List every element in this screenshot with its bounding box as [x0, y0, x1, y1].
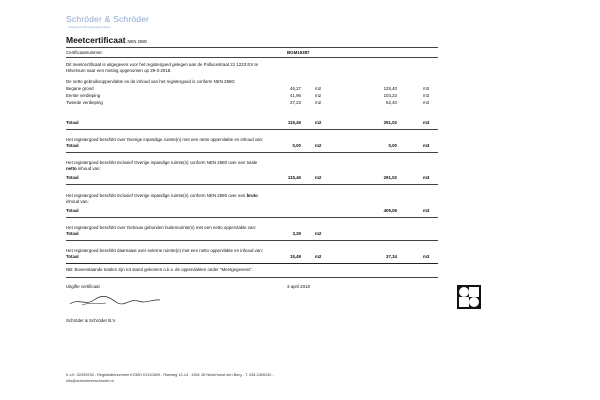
section-text: Het registergoed beschikt over Gebouw gebonden buitenruimte(n) met een netto oppervlakte van: — [66, 225, 257, 230]
company-logo: Schröder & Schröder — [66, 14, 150, 24]
total-area-unit: m2 — [315, 254, 322, 259]
floor-name: Tweede verdieping — [66, 100, 103, 105]
floor-area-unit: m2 — [315, 93, 322, 98]
intro-line-3: De netto gebruiksoppervlakte en de inhoud van het registergoed is conform NEN 2580: — [66, 79, 236, 84]
floor-volume-unit: m3 — [423, 93, 430, 98]
intro-line-2: Hilversum naar een meting opgenomen op 29-3-2018. — [66, 68, 172, 73]
title-standard: NEN 2580 — [127, 39, 147, 44]
total-area: 15,49 — [290, 254, 301, 259]
floor-volume: 125,40 — [383, 86, 397, 91]
divider — [66, 240, 438, 241]
komo-o2 — [469, 297, 479, 307]
page-title — [66, 35, 147, 45]
komo-k — [459, 287, 469, 297]
total-area-unit: m2 — [315, 175, 322, 180]
komo-label: KOMO — [459, 311, 470, 315]
emphasis: netto — [66, 166, 77, 171]
total-area: 115,46 — [287, 175, 301, 180]
intro-line-1: Dit meetcertificaat is uitgegeven voor het registergoed gelegen aan de Pollucestraat 21 1223 EX te — [66, 62, 259, 67]
divider-thick — [66, 263, 438, 264]
komo-logo — [457, 285, 481, 309]
total-volume: 37,34 — [386, 254, 397, 259]
total-area: 115,46 — [287, 120, 301, 125]
divider — [66, 184, 438, 185]
total-area-unit: m2 — [315, 120, 322, 125]
floor-area-unit: m2 — [315, 86, 322, 91]
total-area-unit: m2 — [315, 143, 322, 148]
floor-volume-unit: m3 — [423, 86, 430, 91]
total-area: 3,29 — [292, 231, 301, 236]
title-text: Meetcertificaat — [66, 35, 126, 45]
section-text-pre: Het registergoed beschikt inclusief Overige inpandige ruimte(n) conform NEN 2580 over een — [66, 193, 247, 198]
floor-area: 46,27 — [290, 86, 301, 91]
floor-volume-unit: m3 — [423, 100, 430, 105]
section-text: Het registergoed beschikt daarnaast over externe ruimte(n) met een netto oppervlakte en inhoud van: — [66, 248, 263, 253]
floor-area: 41,96 — [290, 93, 301, 98]
issue-date: 3 april 2018 — [287, 284, 310, 289]
divider — [66, 152, 438, 153]
total-label: Totaal — [66, 254, 79, 259]
total-label: Totaal — [66, 120, 79, 125]
total-volume-unit: m3 — [423, 175, 430, 180]
komo-o — [469, 287, 479, 297]
total-label: Totaal — [66, 208, 79, 213]
divider — [66, 57, 438, 58]
total-volume-unit: m3 — [423, 143, 430, 148]
floor-area: 27,23 — [290, 100, 301, 105]
section-text-2: inhoud van: — [66, 199, 89, 204]
divider — [66, 129, 438, 130]
note: NB: Bovenstaande totalen zijn tot stand gekomen o.b.v. de oppervlakten onder "Meetgegevens". — [66, 267, 254, 272]
komo-m — [459, 297, 469, 307]
divider — [66, 217, 438, 218]
total-area-unit: m2 — [315, 231, 322, 236]
total-volume: 291,02 — [383, 120, 397, 125]
issue-label: Uitgifte certificaat — [66, 284, 100, 289]
company-tagline: Vastgoed & Bouwkundig Advies — [68, 25, 111, 29]
total-area: 0,00 — [292, 143, 301, 148]
footer — [66, 372, 274, 384]
certnum-value: BGM19387 — [287, 50, 310, 55]
floor-name: Eerste verdieping — [66, 93, 101, 98]
total-label: Totaal — [66, 231, 79, 236]
floor-volume: 103,23 — [383, 93, 397, 98]
footer-line-2: info@schroderenschroder.nl — [66, 379, 114, 383]
total-label: Totaal — [66, 143, 79, 148]
issuer: Schröder & Schröder B.V. — [66, 318, 117, 323]
floor-area-unit: m2 — [315, 100, 322, 105]
certnum-label: Certificaatnummer: — [66, 50, 104, 55]
section-text — [66, 193, 258, 199]
emphasis: bruto — [246, 193, 258, 198]
divider — [66, 47, 438, 48]
section-text: Het registergoed beschikt over Overige inpandige ruimte(n) met een netto oppervlakte en inhoud van: — [66, 137, 264, 142]
total-volume-unit: m3 — [423, 254, 430, 259]
section-text: Het registergoed beschikt inclusief Overige inpandige ruimte(n) conform NEN 2580 over een totale — [66, 160, 258, 165]
footer-line-1: K.v.K. 52399234 - Registratienummer KOMO K2110809 - Roeweg 12-14 , 1394 JD Nederhorst den Berg - T. 035-2400230 - — [66, 373, 274, 377]
section-text-rest: inhoud van: — [76, 166, 101, 171]
floor-name: Begane grond — [66, 86, 94, 91]
total-label: Totaal — [66, 175, 79, 180]
signature — [68, 292, 163, 308]
floor-volume: 62,40 — [386, 100, 397, 105]
total-volume-unit: m3 — [423, 120, 430, 125]
divider — [66, 277, 438, 278]
total-volume-unit: m3 — [423, 208, 430, 213]
total-volume: 409,06 — [383, 208, 397, 213]
total-volume: 0,00 — [388, 143, 397, 148]
section-text-2 — [66, 166, 101, 172]
total-volume: 291,02 — [383, 175, 397, 180]
